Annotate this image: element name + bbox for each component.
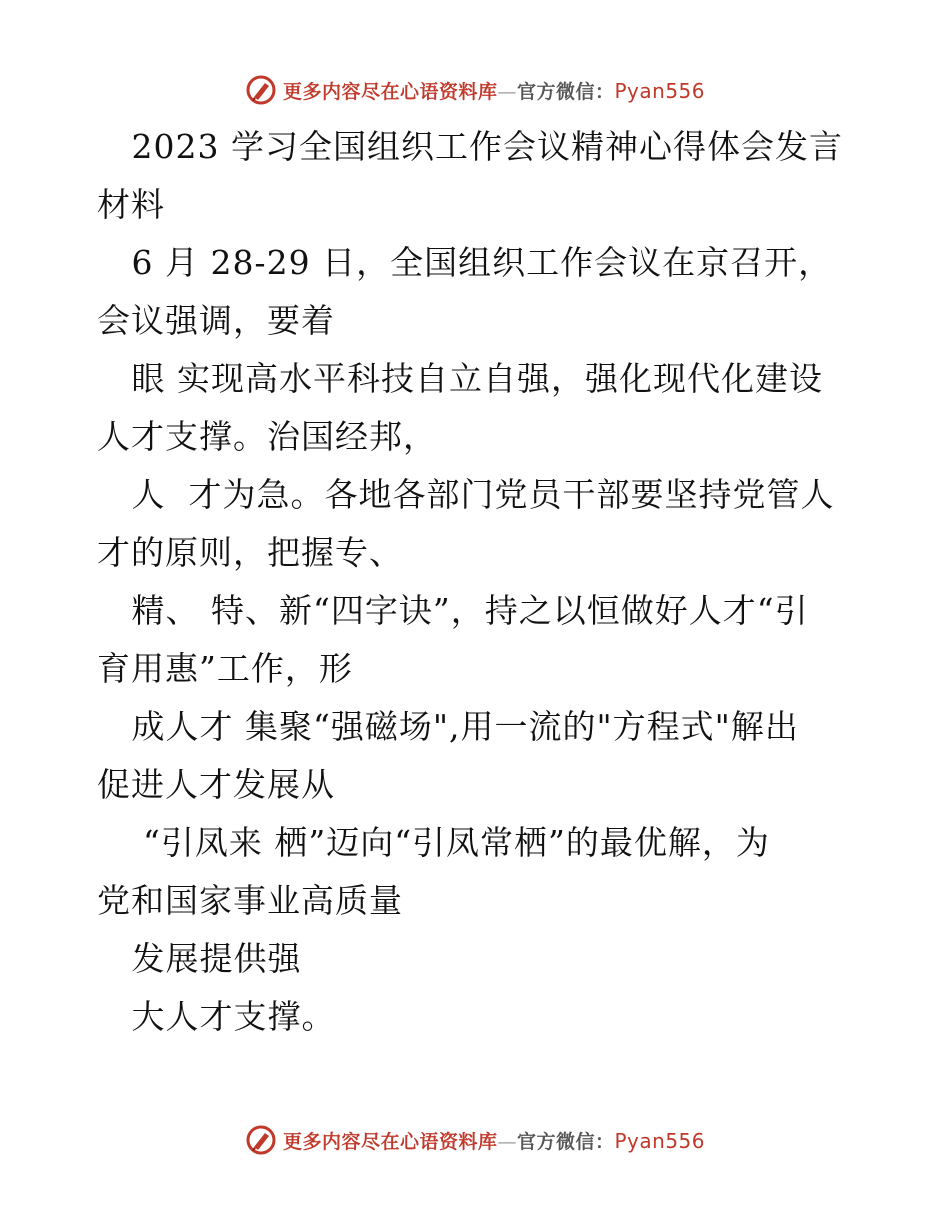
text-line: 人才支撑。治国经邦，	[97, 417, 437, 456]
text-line: 党和国家事业高质量	[97, 881, 403, 920]
watermark-brand: 更多内容尽在心语资料库	[282, 1130, 498, 1153]
text-line: 精、 特、新“四字诀”，持之以恒做好人才“引	[97, 591, 809, 630]
text-line: 材料	[97, 185, 165, 224]
watermark-text	[283, 77, 705, 104]
watermark-id: Pyan556	[614, 78, 706, 103]
text-line: 育用惠”工作，形	[97, 649, 353, 688]
text-line: 才的原则，把握专、	[97, 533, 403, 572]
text-line: 促进人才发展从	[97, 765, 335, 804]
text-line: 会议强调，要着	[97, 301, 335, 340]
text-line: 大人才支撑。	[97, 997, 336, 1036]
watermark-brand: 更多内容尽在心语资料库	[282, 80, 498, 103]
watermark-label: 官方微信：	[516, 80, 615, 103]
document-body	[97, 118, 857, 1046]
watermark-separator: —	[497, 1130, 517, 1153]
footer-watermark	[0, 1120, 950, 1160]
watermark-separator: —	[497, 80, 517, 103]
pen-logo-icon	[245, 74, 277, 106]
text-line: 成人才 集聚“强磁场",用一流的"方程式"解出	[97, 707, 799, 746]
header-watermark	[0, 70, 950, 110]
text-line: 2023 学习全国组织工作会议精神心得体会发言	[97, 127, 843, 166]
pen-logo-icon	[245, 1124, 277, 1156]
watermark-label: 官方微信：	[516, 1130, 615, 1153]
text-line: 眼 实现高水平科技自立自强，强化现代化建设	[97, 359, 823, 398]
text-line: 发展提供强	[97, 939, 302, 978]
watermark-id: Pyan556	[614, 1128, 706, 1153]
text-line: 6 月 28-29 日，全国组织工作会议在京召开，	[97, 243, 833, 282]
text-line: “引凤来 栖”迈向“引凤常栖”的最优解，为	[97, 823, 770, 862]
watermark-text	[283, 1127, 705, 1154]
text-line: 人 才为急。各地各部门党员干部要坚持党管人	[97, 475, 835, 514]
